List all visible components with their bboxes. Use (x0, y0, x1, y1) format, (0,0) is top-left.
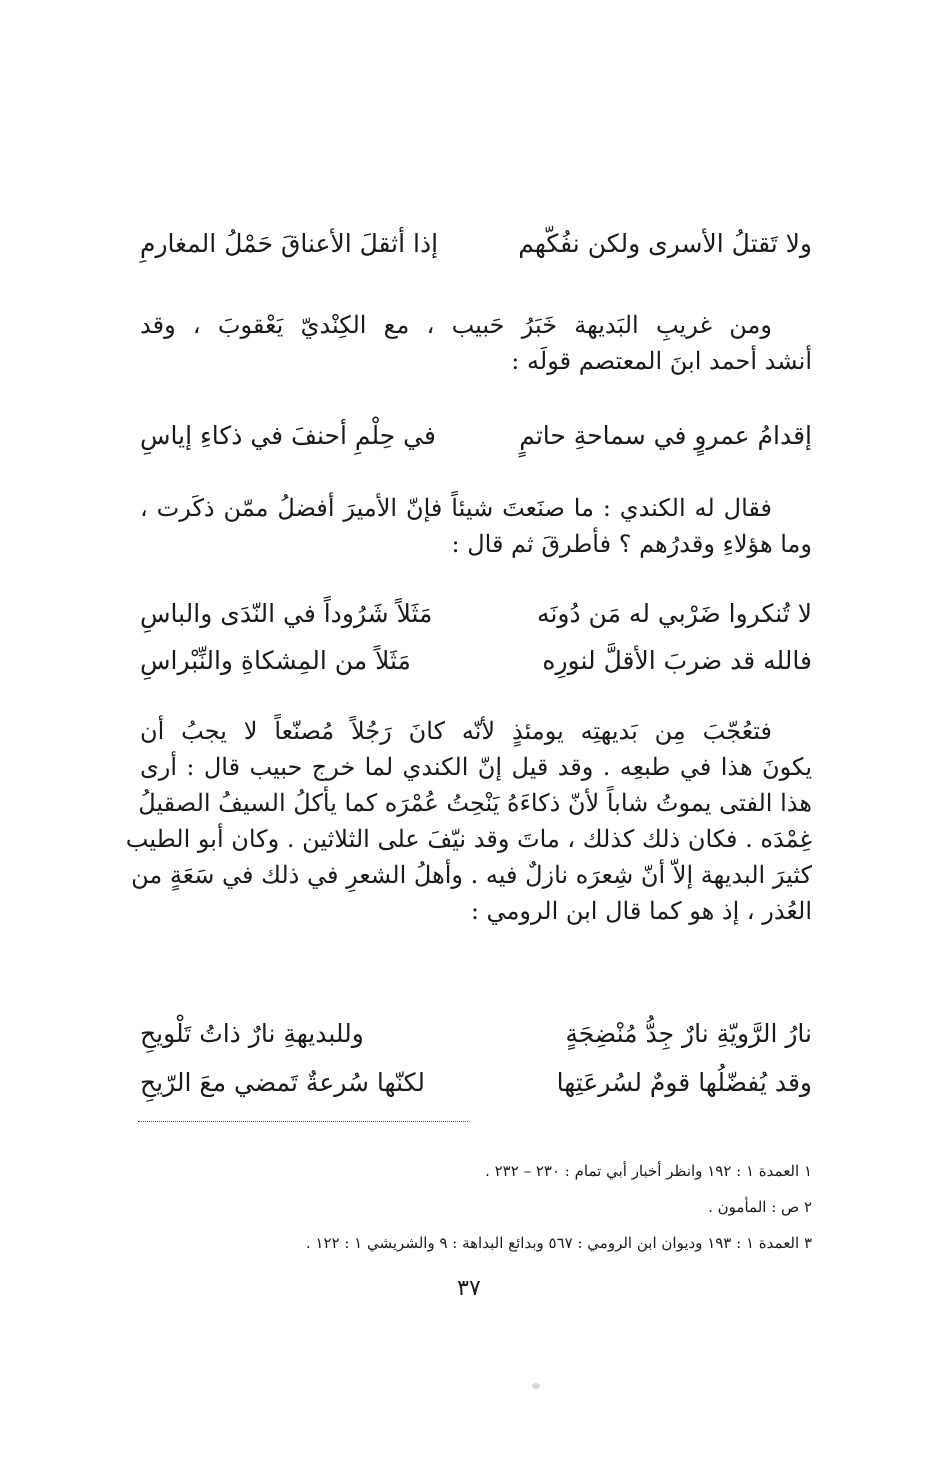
verse-line (140, 226, 812, 262)
footnote: ٢ ص : المأمون . (708, 1198, 812, 1216)
verse-line (140, 596, 812, 632)
footnote: ١ العمدة ١ : ١٩٢ وانظر أخبار أبي تمام : ٢٣٠ – ٢٣٢ . (485, 1162, 812, 1180)
verse-hemistich-left: لكنّها سُرعةٌ تَمضي معَ الرّيحِ (140, 1068, 426, 1097)
text-line: وما هؤلاءِ وقدرُهم ؟ فأطرقَ ثم قال : (451, 530, 812, 558)
text-line: يكونَ هذا في طبعِه . وقد قيل إنّ الكندي لما خرج حبيب قال : أرى (140, 753, 812, 781)
text-line: فتعُجّبَ مِن بَديهتِه يومئذٍ لأنّه كانَ رَجُلاً مُصنّعاً لا يجبُ أن (140, 717, 773, 745)
footnote: ٣ العمدة ١ : ١٩٣ وديوان ابن الرومي : ٥٦٧ وبدائع البداهة : ٩ والشريشي ١ : ١٢٢ . (305, 1234, 812, 1252)
text-line: غِمْدَه . فكان ذلك كذلك ، ماتَ وقد نيّفَ على الثلاثين . وكان أبو الطيب (125, 825, 812, 853)
verse-hemistich-left: إذا أثقلَ الأعناقَ حَمْلُ المغارمِ (140, 229, 439, 258)
verse-hemistich-right: نارُ الرَّويّةِ نارٌ جِدُّ مُنْضِجَةٍ (565, 1019, 812, 1048)
verse-line (140, 1016, 812, 1052)
scan-speck (532, 1383, 540, 1389)
verse-hemistich-right: لا تُنكروا ضَرْبي له مَن دُونَه (537, 599, 812, 628)
verse-hemistich-left: مَثَلاً من المِشكاةِ والنِّبْراسِ (140, 646, 411, 675)
text-line: فقال له الكندي : ما صنَعتَ شيئاً فإنّ الأميرَ أفضلُ ممّن ذكَرت ، (140, 494, 772, 522)
page-number: ٣٧ (457, 1276, 481, 1301)
verse-hemistich-right: وقد يُفضّلُها قومٌ لسُرعَتِها (556, 1068, 812, 1097)
text-line: ومن غريبِ البَديهة خَبَرُ حَبيب ، مع الكِنْديّ يَعْقوبَ ، وقد (140, 311, 772, 339)
verse-line (140, 643, 812, 679)
text-line: أنشد أحمد ابنَ المعتصم قولَه : (511, 347, 812, 375)
footnote-separator (138, 1121, 468, 1122)
paragraph (125, 713, 812, 929)
verse-hemistich-right: إقدامُ عمروٍ في سماحةِ حاتمٍ (519, 421, 812, 450)
verse-hemistich-right: ولا تَقتلُ الأسرى ولكن نفُكّهم (518, 229, 812, 258)
text-line: هذا الفتى يموتُ شاباً لأنّ ذكاءَهُ يَنْحِتُ عُمْرَه كما يأكلُ السيفُ الصقيلُ (138, 789, 812, 817)
paragraph (140, 490, 812, 562)
verse-hemistich-right: فالله قد ضربَ الأقلَّ لنورِه (542, 646, 812, 675)
text-line: العُذر ، إذ هو كما قال ابن الرومي : (470, 897, 812, 925)
verse-hemistich-left: في حِلْمِ أحنفَ في ذكاءِ إياسِ (140, 421, 436, 450)
text-line: كثيرَ البديهة إلاّ أنّ شِعرَه نازلٌ فيه . وأهلُ الشعرِ في ذلك في سَعَةٍ من (131, 861, 812, 889)
verse-hemistich-left: وللبديهةِ نارٌ ذاتُ تَلْويحِ (140, 1019, 364, 1048)
verse-line (140, 418, 812, 454)
verse-line (140, 1065, 812, 1101)
paragraph (140, 307, 812, 379)
verse-hemistich-left: مَثَلاً شَرُوداً في النّدَى والباسِ (140, 599, 433, 628)
